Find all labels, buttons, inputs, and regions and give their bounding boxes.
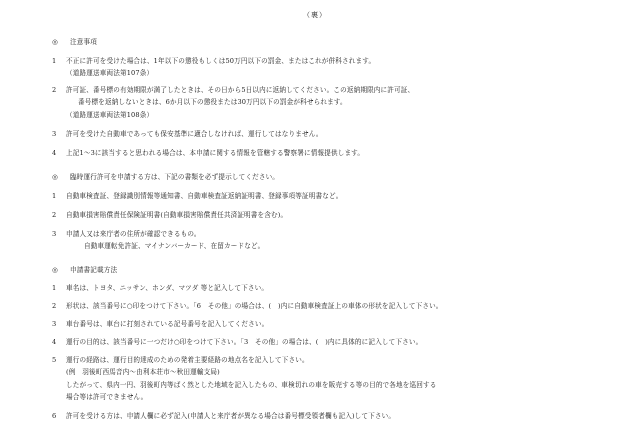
item-text: （道路運送車両法第108条） <box>66 111 154 119</box>
item-number: 3 <box>52 320 57 328</box>
item-text: 運行の経路は、運行目的達成のための発着主要経路の地点名を記入して下さい。 <box>66 356 309 364</box>
item-number: 4 <box>52 338 57 346</box>
item-text: （道路運送車両法第107条） <box>66 69 154 77</box>
item-text: (例 羽後町西馬音内～由利本荘市～秋田運輸支局) <box>66 368 220 376</box>
double-circle-icon: ◎ <box>52 38 58 46</box>
item-text: 許可証、番号標の有効期限が満了したときは、その日から5日以内に返納してください。この返納期限内に許可証、 <box>66 86 415 94</box>
section-heading <box>52 266 117 275</box>
item-text: 番号標を返納しないときは、6か月以下の懲役または30万円以下の罰金が科せられます。 <box>78 98 347 106</box>
item-text: 申請人又は来庁者の住所が確認できるもの。 <box>66 230 201 238</box>
page-header: （裏） <box>303 11 327 19</box>
section-title: 臨時運行許可を申請する方は、下記の書類を必ず提示してください。 <box>70 173 280 181</box>
item-text: 場合等は許可できません。 <box>66 393 148 401</box>
item-number: 1 <box>52 284 57 292</box>
item-text: 車名は、トヨタ、ニッサン、ホンダ、マツダ 等と記入して下さい。 <box>66 284 269 292</box>
item-number: 5 <box>52 356 57 364</box>
item-number: 2 <box>52 86 57 94</box>
item-text: 上記1～3に該当すると思われる場合は、本申請に関する情報を管轄する警察署に情報提供します。 <box>66 149 365 157</box>
item-number: 2 <box>52 302 57 310</box>
section-title: 申請書記載方法 <box>70 266 118 274</box>
item-text: 自動車運転免許証、マイナンバーカード、在留カードなど。 <box>84 242 265 250</box>
item-text: 形状は、該当番号に○印をつけて下さい。「6 その他」の場合は、( )内に自動車検査証上の車体の形状を記入して下さい。 <box>66 302 443 310</box>
item-text: 車台番号は、車台に打刻されている記号番号を記入してください。 <box>66 320 269 328</box>
double-circle-icon: ◎ <box>52 173 58 181</box>
item-text: 不正に許可を受けた場合は、1年以下の懲役もしくは50万円以下の罰金、またはこれが併科されます。 <box>66 57 376 65</box>
item-number: 1 <box>52 192 57 200</box>
item-text: 運行の目的は、該当番号に一つだけ○印をつけて下さい。「3 その他」の場合は、( )内に具体的に記入して下さい。 <box>66 338 423 346</box>
item-text: 自動車検査証、登録識別情報等通知書、自動車検査証返納証明書、登録事項等証明書など。 <box>66 192 343 200</box>
section-title: 注意事項 <box>70 38 97 46</box>
item-text: したがって、県内一円、羽後町内等ばく然とした地域を記入したもの、車検切れの車を販売する等の目的で各地を巡回する <box>66 381 437 389</box>
item-number: 3 <box>52 230 57 238</box>
item-number: 4 <box>52 149 57 157</box>
item-text: 許可を受けた自動車であっても保安基準に適合しなければ、運行してはなりません。 <box>66 130 323 138</box>
item-number: 6 <box>52 412 57 420</box>
item-number: 3 <box>52 130 57 138</box>
item-number: 2 <box>52 211 57 219</box>
item-number: 1 <box>52 57 57 65</box>
section-heading <box>52 173 279 182</box>
section-heading <box>52 38 97 47</box>
double-circle-icon: ◎ <box>52 266 58 274</box>
item-text: 自動車損害賠償責任保険証明書(自動車損害賠償責任共済証明書を含む)。 <box>66 211 288 219</box>
item-text: 許可を受ける方は、申請人欄に必ず記入(申請人と来庁者が異なる場合は番号標受領者欄も記入)して下さい。 <box>66 412 396 420</box>
